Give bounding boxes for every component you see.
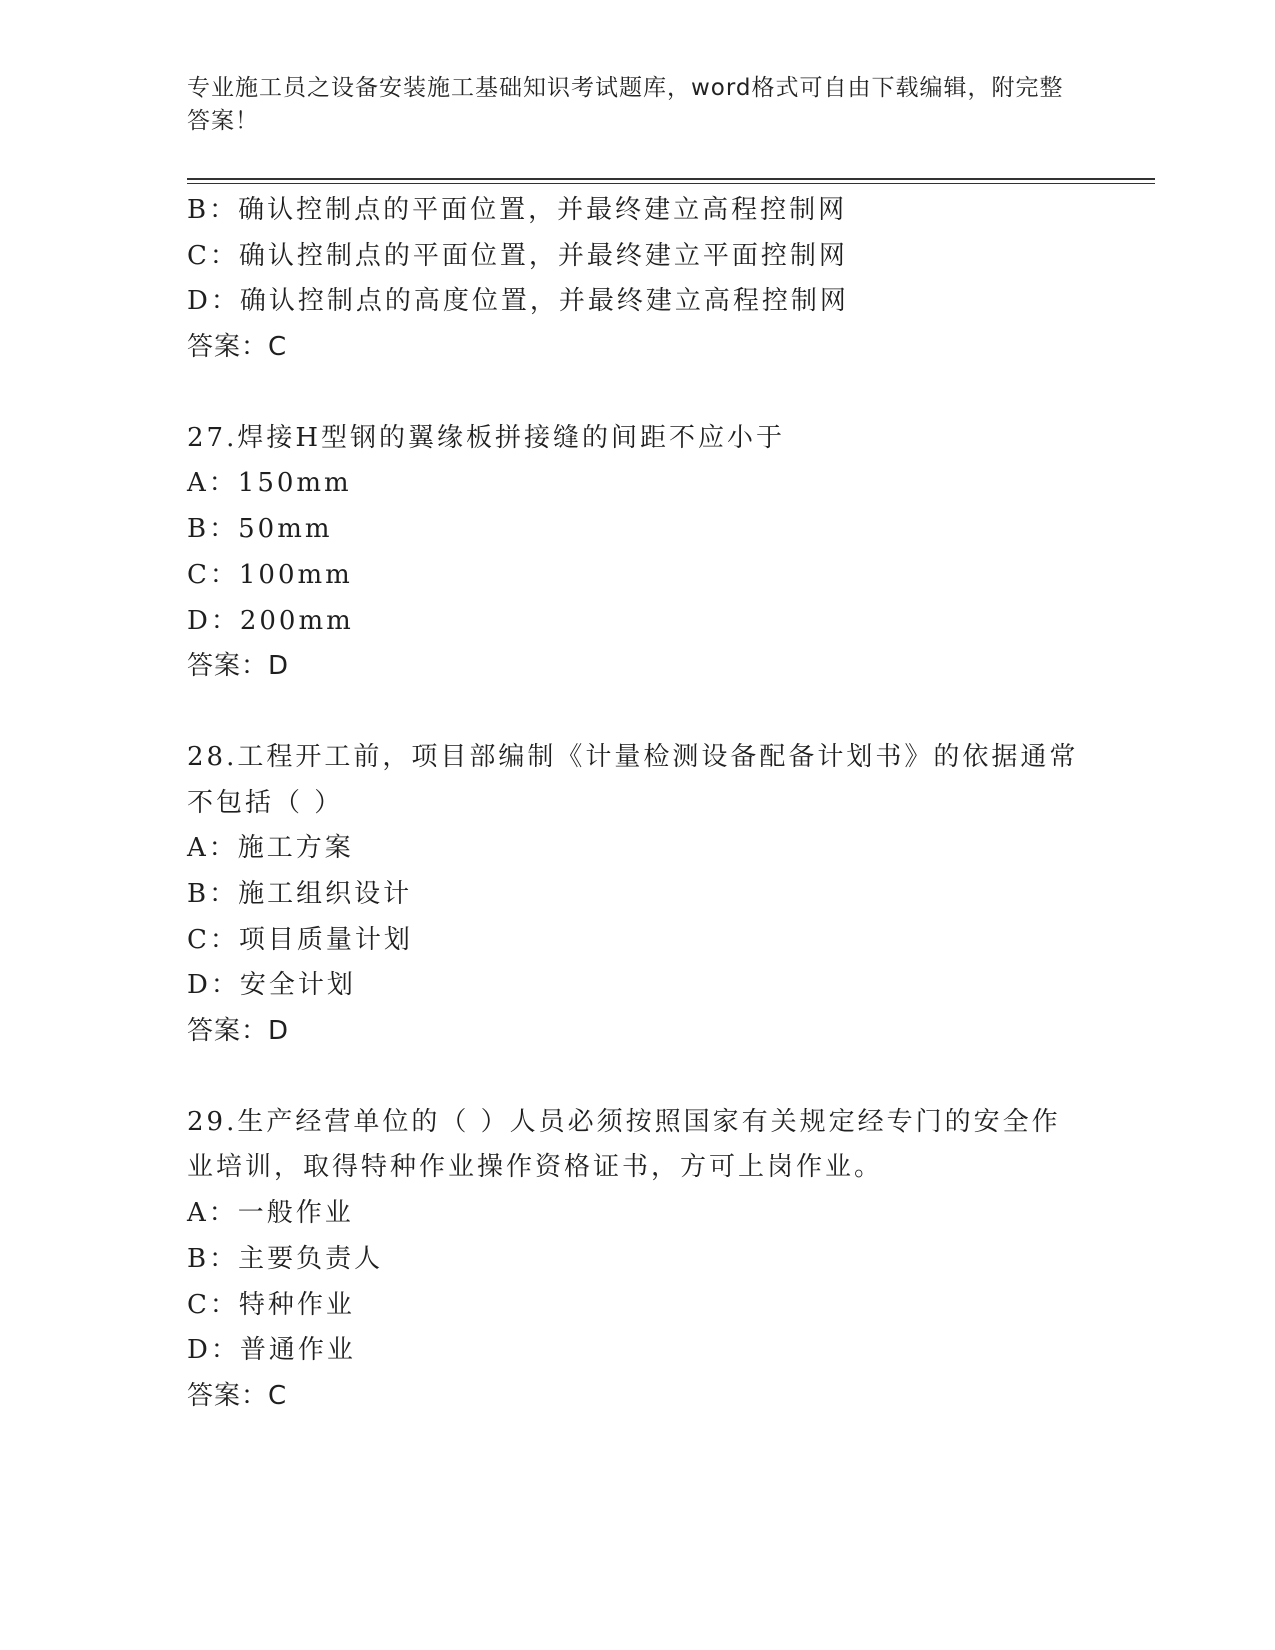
question-text: 28.工程开工前，项目部编制《计量检测设备配备计划书》的依据通常不包括（ ） xyxy=(187,741,1079,818)
option-c: C：100mm xyxy=(187,559,353,590)
answer-line: 答案：D xyxy=(187,1016,290,1047)
answer-line: 答案：C xyxy=(187,332,288,363)
question-block-26 xyxy=(187,188,1087,371)
option-b: B：主要负责人 xyxy=(187,1243,384,1274)
option-a: A：150mm xyxy=(187,468,352,499)
option-c: C：项目质量计划 xyxy=(187,924,413,955)
question-text: 29.生产经营单位的（ ）人员必须按照国家有关规定经专门的安全作业培训，取得特种作业操作资格证书，方可上岗作业。 xyxy=(187,1106,1061,1183)
question-block-27 xyxy=(187,416,1087,690)
header-divider-thin xyxy=(187,183,1155,184)
question-text: 27.焊接H型钢的翼缘板拼接缝的间距不应小于 xyxy=(187,422,786,453)
option-b: B：50mm xyxy=(187,514,333,545)
option-a: A：一般作业 xyxy=(187,1198,354,1229)
answer-line: 答案：C xyxy=(187,1380,288,1411)
option-c: C：确认控制点的平面位置，并最终建立平面控制网 xyxy=(187,240,848,271)
header-divider-thick xyxy=(187,178,1155,180)
option-c: C：特种作业 xyxy=(187,1289,355,1320)
question-block-29 xyxy=(187,1100,1087,1420)
option-d: D：确认控制点的高度位置，并最终建立高程控制网 xyxy=(187,286,849,317)
option-b: B：确认控制点的平面位置，并最终建立高程控制网 xyxy=(187,195,848,225)
option-b: B：施工组织设计 xyxy=(187,878,413,909)
question-block-28 xyxy=(187,735,1087,1055)
option-d: D：普通作业 xyxy=(187,1335,356,1366)
option-a: A：施工方案 xyxy=(187,833,354,864)
question-list xyxy=(187,188,1087,1420)
document-header: 专业施工员之设备安装施工基础知识考试题库，word格式可自由下载编辑，附完整答案！ xyxy=(187,75,1064,134)
option-d: D：安全计划 xyxy=(187,970,356,1001)
answer-line: 答案：D xyxy=(187,651,290,682)
option-d: D：200mm xyxy=(187,605,354,636)
